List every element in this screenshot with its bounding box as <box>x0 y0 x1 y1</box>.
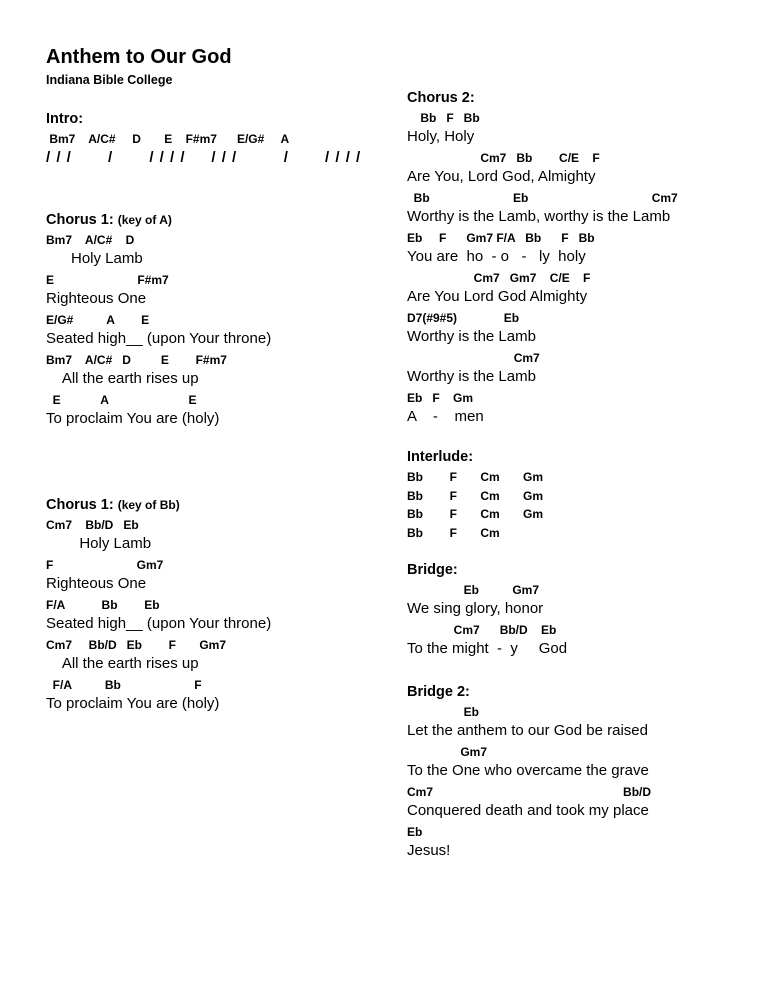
lyric-line: Worthy is the Lamb <box>407 328 536 345</box>
chord-line: Bm7 A/C# D E F#m7 <box>46 353 227 367</box>
lyric-line: Worthy is the Lamb, worthy is the Lamb <box>407 208 671 225</box>
interlude-chord-row: Bb F Cm Gm <box>407 470 544 484</box>
chord-line: Eb F Gm7 F/A Bb F Bb <box>407 231 595 245</box>
chord-line: Eb F Gm <box>407 391 474 405</box>
lyric-line: All the earth rises up <box>46 655 199 672</box>
bridge-heading: Bridge: <box>407 562 458 578</box>
lyric-line: To the might - y God <box>407 640 568 657</box>
lyric-line: To proclaim You are (holy) <box>46 695 220 712</box>
lyric-line: All the earth rises up <box>46 370 199 387</box>
lyric-line: Holy Lamb <box>46 535 152 552</box>
chord-line: Cm7 Bb/D Eb <box>407 623 557 637</box>
chord-line: E F#m7 <box>46 273 169 287</box>
chord-line: Bb Eb Cm7 <box>407 191 678 205</box>
lyric-line: Holy, Holy <box>407 128 475 145</box>
section-heading-label: Chorus 1: <box>46 212 114 228</box>
lyric-line: Holy Lamb <box>46 250 143 267</box>
intro-chords: Bm7 A/C# D E F#m7 E/G# A <box>46 132 290 146</box>
lyric-line: Conquered death and took my place <box>407 802 649 819</box>
lyric-line: To the One who overcame the grave <box>407 762 649 779</box>
chord-line: D7(#9#5) Eb <box>407 311 520 325</box>
lyric-line: Are You, Lord God, Almighty <box>407 168 596 185</box>
chord-line: Eb Gm7 <box>407 583 540 597</box>
section-heading-label: Chorus 1: <box>46 497 114 513</box>
interlude-chord-row: Bb F Cm Gm <box>407 488 544 503</box>
lyric-line: Jesus! <box>407 842 451 859</box>
chord-line: Bb F Bb <box>407 111 480 125</box>
key-label: (key of A) <box>117 213 172 227</box>
chord-line: Eb <box>407 825 423 839</box>
chord-line: E A E <box>46 393 197 407</box>
song-subtitle: Indiana Bible College <box>46 73 173 87</box>
chord-line: Cm7 <box>407 351 540 365</box>
chord-line: Cm7 Bb/D Eb <box>46 518 139 532</box>
lyric-line: Let the anthem to our God be raised <box>407 722 648 739</box>
chord-line: E/G# A E <box>46 313 150 327</box>
lyric-line: Righteous One <box>46 575 147 592</box>
chord-line: Cm7 Gm7 C/E F <box>407 271 591 285</box>
intro-strum-slashes: / / / / / / / / / / / / / / / / <box>46 149 362 166</box>
lyric-line: Righteous One <box>46 290 147 307</box>
lyric-line: A - men <box>407 408 484 425</box>
chord-line: Cm7 Bb/D Eb F Gm7 <box>46 638 227 652</box>
lyric-line: You are ho - o - ly holy <box>407 248 586 265</box>
chord-line: F/A Bb Eb <box>46 598 160 612</box>
chord-line: F Gm7 <box>46 558 164 572</box>
interlude-chord-row: Bb F Cm <box>407 525 500 540</box>
chord-line: F/A Bb F <box>46 678 202 692</box>
chord-line: Cm7 Bb C/E F <box>407 151 600 165</box>
interlude-heading: Interlude: <box>407 449 474 465</box>
lyric-line: To proclaim You are (holy) <box>46 410 220 427</box>
lyric-line: Seated high__ (upon Your throne) <box>46 615 272 632</box>
bridge2-heading: Bridge 2: <box>407 684 470 700</box>
chord-line: Gm7 <box>407 745 488 759</box>
lyric-line: Worthy is the Lamb <box>407 368 536 385</box>
interlude-chord-row: Bb F Cm Gm <box>407 507 544 521</box>
lyric-line: Seated high__ (upon Your throne) <box>46 330 272 347</box>
song-title: Anthem to Our God <box>46 46 232 68</box>
chord-line: Eb <box>407 705 480 719</box>
intro-heading: Intro: <box>46 111 84 127</box>
lyric-line: We sing glory, honor <box>407 600 544 617</box>
lyric-line: Are You Lord God Almighty <box>407 288 588 305</box>
chord-line: Cm7 Bb/D <box>407 785 652 799</box>
chorus2-heading: Chorus 2: <box>407 90 475 106</box>
chord-line: Bm7 A/C# D <box>46 233 135 247</box>
chorus1-key-a-heading <box>46 212 172 228</box>
key-label: (key of Bb) <box>117 498 180 512</box>
chorus1-key-bb-heading <box>46 497 180 513</box>
